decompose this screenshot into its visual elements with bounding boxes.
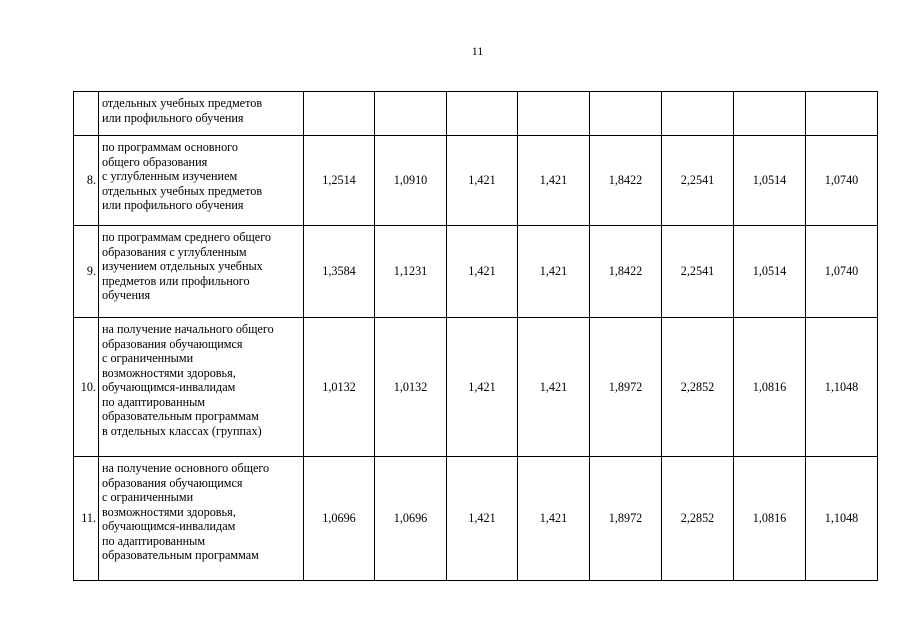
description-line: предметов или профильного	[102, 273, 250, 288]
description-line: отдельных учебных предметов	[102, 96, 263, 110]
description-line: по программам среднего общего	[102, 230, 271, 244]
description-line: возможностями здоровья,	[102, 365, 236, 380]
table-row	[74, 318, 878, 457]
description-line: образовательным программам	[102, 409, 259, 423]
coefficient-cell: 1,421	[518, 226, 590, 318]
coefficient-cell: 1,0740	[806, 226, 878, 318]
coefficient-cell	[806, 92, 878, 136]
coefficient-cell: 1,0696	[304, 457, 375, 581]
coefficient-cell: 1,0696	[375, 457, 447, 581]
description-line: образования обучающимся	[102, 336, 243, 351]
row-description	[99, 92, 304, 136]
coefficients-table	[73, 91, 878, 581]
description-line: обучающимся-инвалидам	[102, 519, 236, 533]
description-line: по адаптированным	[102, 394, 206, 409]
coefficient-cell: 2,2852	[662, 457, 734, 581]
row-number: 10.	[74, 318, 99, 457]
description-line: по адаптированным	[102, 533, 206, 548]
coefficient-cell: 1,0132	[304, 318, 375, 457]
description-line: образования обучающимся	[102, 475, 243, 490]
row-description	[99, 226, 304, 318]
description-line: образовательным программам	[102, 548, 259, 562]
coefficient-cell: 1,0816	[734, 318, 806, 457]
coefficient-cell: 1,0132	[375, 318, 447, 457]
coefficient-cell: 1,421	[447, 226, 518, 318]
coefficient-cell	[734, 92, 806, 136]
coefficient-cell: 1,8422	[590, 226, 662, 318]
coefficient-cell: 2,2852	[662, 318, 734, 457]
description-line: с углубленным изучением	[102, 169, 238, 183]
description-line: обучения	[102, 288, 151, 302]
coefficient-cell: 1,421	[447, 318, 518, 457]
description-line: общего образования	[102, 154, 208, 169]
table-row	[74, 92, 878, 136]
description-line: по программам основного	[102, 140, 238, 154]
row-number: 8.	[74, 136, 99, 226]
coefficient-cell	[662, 92, 734, 136]
coefficient-cell: 1,421	[518, 318, 590, 457]
coefficient-cell: 1,3584	[304, 226, 375, 318]
coefficient-cell	[590, 92, 662, 136]
description-line: изучением отдельных учебных	[102, 259, 263, 273]
row-description	[99, 457, 304, 581]
coefficient-cell	[447, 92, 518, 136]
table-row	[74, 457, 878, 581]
coefficient-cell: 1,8972	[590, 318, 662, 457]
coefficient-cell	[375, 92, 447, 136]
coefficient-cell: 1,1231	[375, 226, 447, 318]
coefficient-cell: 1,8972	[590, 457, 662, 581]
coefficient-cell: 1,2514	[304, 136, 375, 226]
coefficient-cell: 1,421	[447, 136, 518, 226]
coefficient-cell: 1,0910	[375, 136, 447, 226]
coefficient-cell: 2,2541	[662, 136, 734, 226]
row-description	[99, 318, 304, 457]
coefficient-cell: 1,421	[447, 457, 518, 581]
description-line: на получение начального общего	[102, 322, 274, 336]
description-line: отдельных учебных предметов	[102, 183, 263, 198]
row-description	[99, 136, 304, 226]
coefficient-cell: 2,2541	[662, 226, 734, 318]
coefficient-cell: 1,0816	[734, 457, 806, 581]
coefficient-cell: 1,421	[518, 136, 590, 226]
description-line: с ограниченными	[102, 351, 194, 365]
coefficient-cell: 1,0740	[806, 136, 878, 226]
row-number: 11.	[74, 457, 99, 581]
description-line: или профильного обучения	[102, 198, 244, 212]
description-line: образования с углубленным	[102, 244, 247, 259]
table-row	[74, 136, 878, 226]
coefficient-cell: 1,421	[518, 457, 590, 581]
description-line: с ограниченными	[102, 490, 194, 504]
coefficient-cell: 1,0514	[734, 226, 806, 318]
row-number	[74, 92, 99, 136]
coefficient-cell: 1,1048	[806, 318, 878, 457]
coefficient-cell	[518, 92, 590, 136]
description-line: возможностями здоровья,	[102, 504, 236, 519]
page-number: 11	[471, 44, 484, 58]
description-line: на получение основного общего	[102, 461, 270, 475]
coefficient-cell: 1,1048	[806, 457, 878, 581]
description-line: или профильного обучения	[102, 110, 244, 125]
coefficient-cell: 1,0514	[734, 136, 806, 226]
coefficient-cell	[304, 92, 375, 136]
description-line: обучающимся-инвалидам	[102, 380, 236, 394]
coefficient-cell: 1,8422	[590, 136, 662, 226]
table-row	[74, 226, 878, 318]
description-line: в отдельных классах (группах)	[102, 423, 262, 438]
row-number: 9.	[74, 226, 99, 318]
